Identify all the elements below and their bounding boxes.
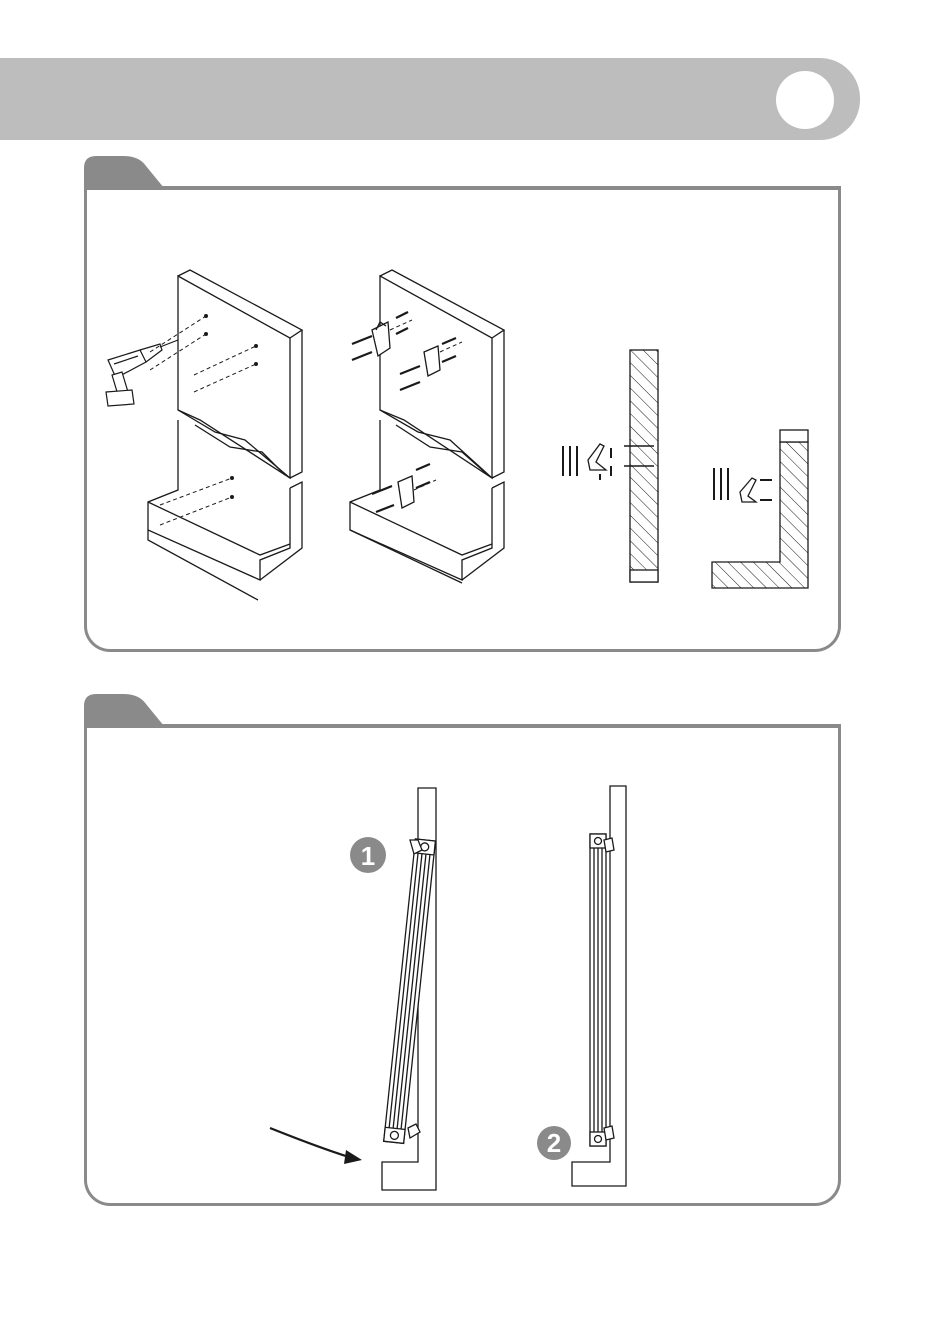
bracket-icon <box>740 478 756 502</box>
bracket-icon <box>588 444 606 470</box>
step-badge-1 <box>350 837 386 873</box>
step-number-2: 2 <box>546 1128 562 1158</box>
step-number-1: 1 <box>360 841 376 871</box>
brackets-figure <box>350 270 504 583</box>
step-badge-2 <box>537 1126 571 1160</box>
drill-icon <box>106 340 178 406</box>
radiator-mounted-figure <box>572 786 626 1186</box>
wall-drilling-figure <box>106 270 302 600</box>
arrow-icon <box>270 1128 362 1164</box>
wall-section-figure <box>563 350 658 582</box>
corner-section-figure <box>712 430 808 588</box>
wall-plug-icon <box>563 446 611 480</box>
